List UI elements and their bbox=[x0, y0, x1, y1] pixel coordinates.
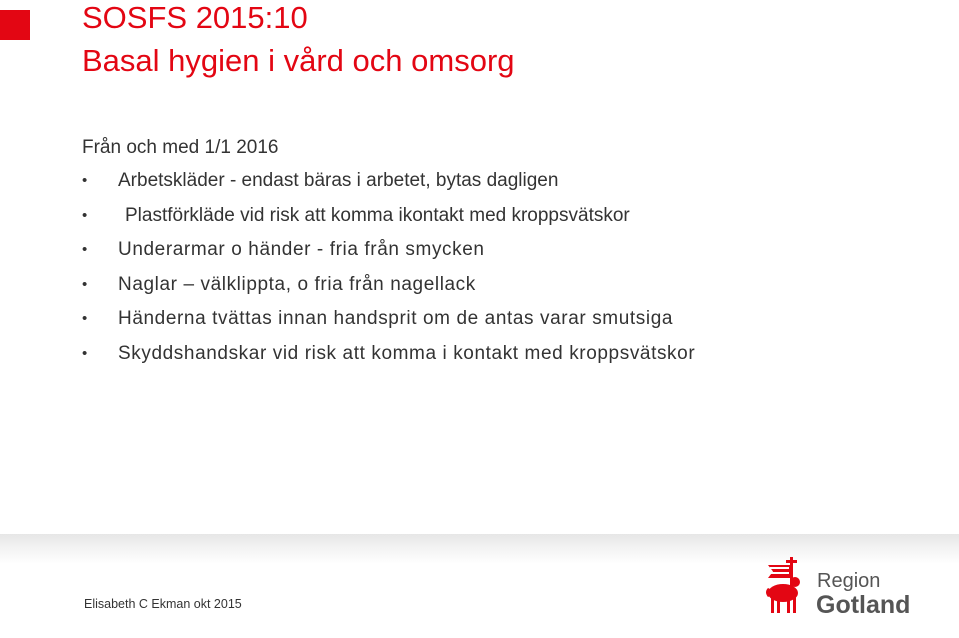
bullet-item bbox=[82, 233, 942, 268]
bullet-icon: • bbox=[82, 310, 88, 327]
bullet-text: Händerna tvättas innan handsprit om de antas varar smutsiga bbox=[118, 308, 674, 329]
logo-line-2: Gotland bbox=[816, 591, 911, 619]
title-line-1: SOSFS 2015:10 bbox=[82, 0, 308, 35]
bullet-icon: • bbox=[82, 275, 88, 293]
slide-content bbox=[82, 134, 942, 371]
region-gotland-logo bbox=[765, 556, 915, 620]
bullet-item bbox=[82, 268, 942, 303]
lamb-with-flag-icon bbox=[766, 557, 800, 613]
bullet-text: Plastförkläde vid risk att komma ikontakt med kroppsvätskor bbox=[125, 204, 630, 226]
bullet-text: Arbetskläder - endast bäras i arbetet, bytas dagligen bbox=[118, 170, 559, 191]
logo-line-1: Region bbox=[817, 570, 881, 592]
footer-author: Elisabeth C Ekman okt 2015 bbox=[84, 597, 242, 611]
bullet-text: Underarmar o händer - fria från smycken bbox=[118, 239, 485, 260]
bullet-item bbox=[82, 337, 942, 372]
bullet-text: Naglar – välklippta, o fria från nagellack bbox=[118, 273, 476, 295]
bullet-item bbox=[82, 164, 942, 199]
bullet-item bbox=[82, 199, 942, 234]
bullet-icon: • bbox=[82, 344, 88, 362]
intro-text: Från och med 1/1 2016 bbox=[82, 137, 279, 158]
corner-accent-square bbox=[0, 10, 30, 40]
title-line-2: Basal hygien i vård och omsorg bbox=[82, 43, 515, 78]
logo-graphic bbox=[765, 556, 915, 620]
bullet-icon: • bbox=[82, 241, 88, 258]
bullet-icon: • bbox=[82, 172, 88, 189]
bullet-text: Skyddshandskar vid risk att komma i kontakt med kroppsvätskor bbox=[118, 342, 696, 364]
bullet-icon: • bbox=[82, 206, 88, 224]
bullet-list bbox=[82, 164, 942, 371]
bullet-item bbox=[82, 302, 942, 337]
